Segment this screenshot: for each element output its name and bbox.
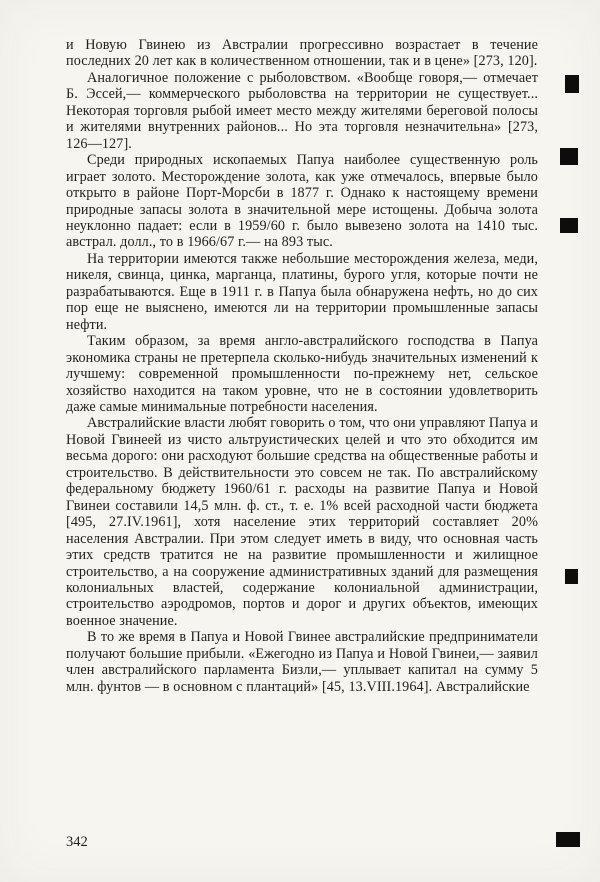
scan-artifact (560, 218, 578, 233)
paragraph: Аналогичное положение с рыболовством. «Вообще говоря,— отмечает Б. Эссей,— коммерческого рыболовства на территории не существует... Некоторая торговля рыбой имеет место между жителями береговой полосы и жителями внутренних районов... Но эта торговля незначительна» [273, 126—127]. (66, 69, 538, 152)
paragraph: и Новую Гвинею из Австралии прогрессивно возрастает в течение последних 20 лет как в количественном отношении, так и в цене» [273, 120]. (66, 37, 538, 70)
scan-artifact (560, 148, 578, 165)
scan-artifact (556, 832, 580, 847)
paragraph: Австралийские власти любят говорить о том, что они управляют Папуа и Новой Гвинеей из чисто альтруистических целей и что это обходится им весьма дорого: они расходуют большие средства на общественные работы и строительство. В действительности это совсем не так. По австралийскому федеральному бюджету 1960/61 г. расходы на развитие Папуа и Новой Гвинеи составили 14,5 млн. ф. ст., т. е. 1% всей расходной части бюджета [495, 27.IV.1961], хотя население этих территорий составляет 20% населения Австралии. При этом следует иметь в виду, что основная часть этих средств тратится не на развитие промышленности и жилищное строительство, а на сооружение административных зданий для размещения колониальных властей, содержание колониальной администрации, строительство аэродромов, портов и дорог и других объектов, имеющих военное значение. (66, 415, 538, 629)
scan-artifact (565, 75, 579, 93)
text-block (66, 37, 538, 695)
paragraph: Таким образом, за время англо-австралийского господства в Папуа экономика страны не претерпела сколько-нибудь значительных изменений к лучшему: современной промышленности по-прежнему нет, сельское хозяйство находится на таком уровне, что не в состоянии удовлетворить даже самые минимальные потребности населения. (66, 333, 538, 415)
scan-artifact (565, 569, 578, 584)
page-number: 342 (66, 834, 88, 850)
paragraph: На территории имеются также небольшие месторождения железа, меди, никеля, свинца, цинка, марганца, платины, бурого угля, которые почти не разрабатываются. Еще в 1911 г. в Папуа была обнаружена нефть, но до сих пор еще не выяснено, имеются ли на территории промышленные запасы нефти. (66, 250, 538, 333)
paragraph: В то же время в Папуа и Новой Гвинее австралийские предприниматели получают большие прибыли. «Ежегодно из Папуа и Новой Гвинеи,— заявил член австралийского парламента Бизли,— уплывает капитал на сумму 5 млн. фунтов — в основном с плантаций» [45, 13.VIII.1964]. Австралийские (66, 629, 538, 695)
paragraph: Среди природных ископаемых Папуа наиболее существенную роль играет золото. Месторождение золота, как уже отмечалось, впервые было открыто в районе Порт-Морсби в 1877 г. Однако к настоящему времени природные запасы золота в значительной мере истощены. Добыча золота неуклонно падает: если в 1959/60 г. было вывезено золота на 1410 тыс. австрал. долл., то в 1966/67 г.— на 893 тыс. (66, 152, 538, 251)
